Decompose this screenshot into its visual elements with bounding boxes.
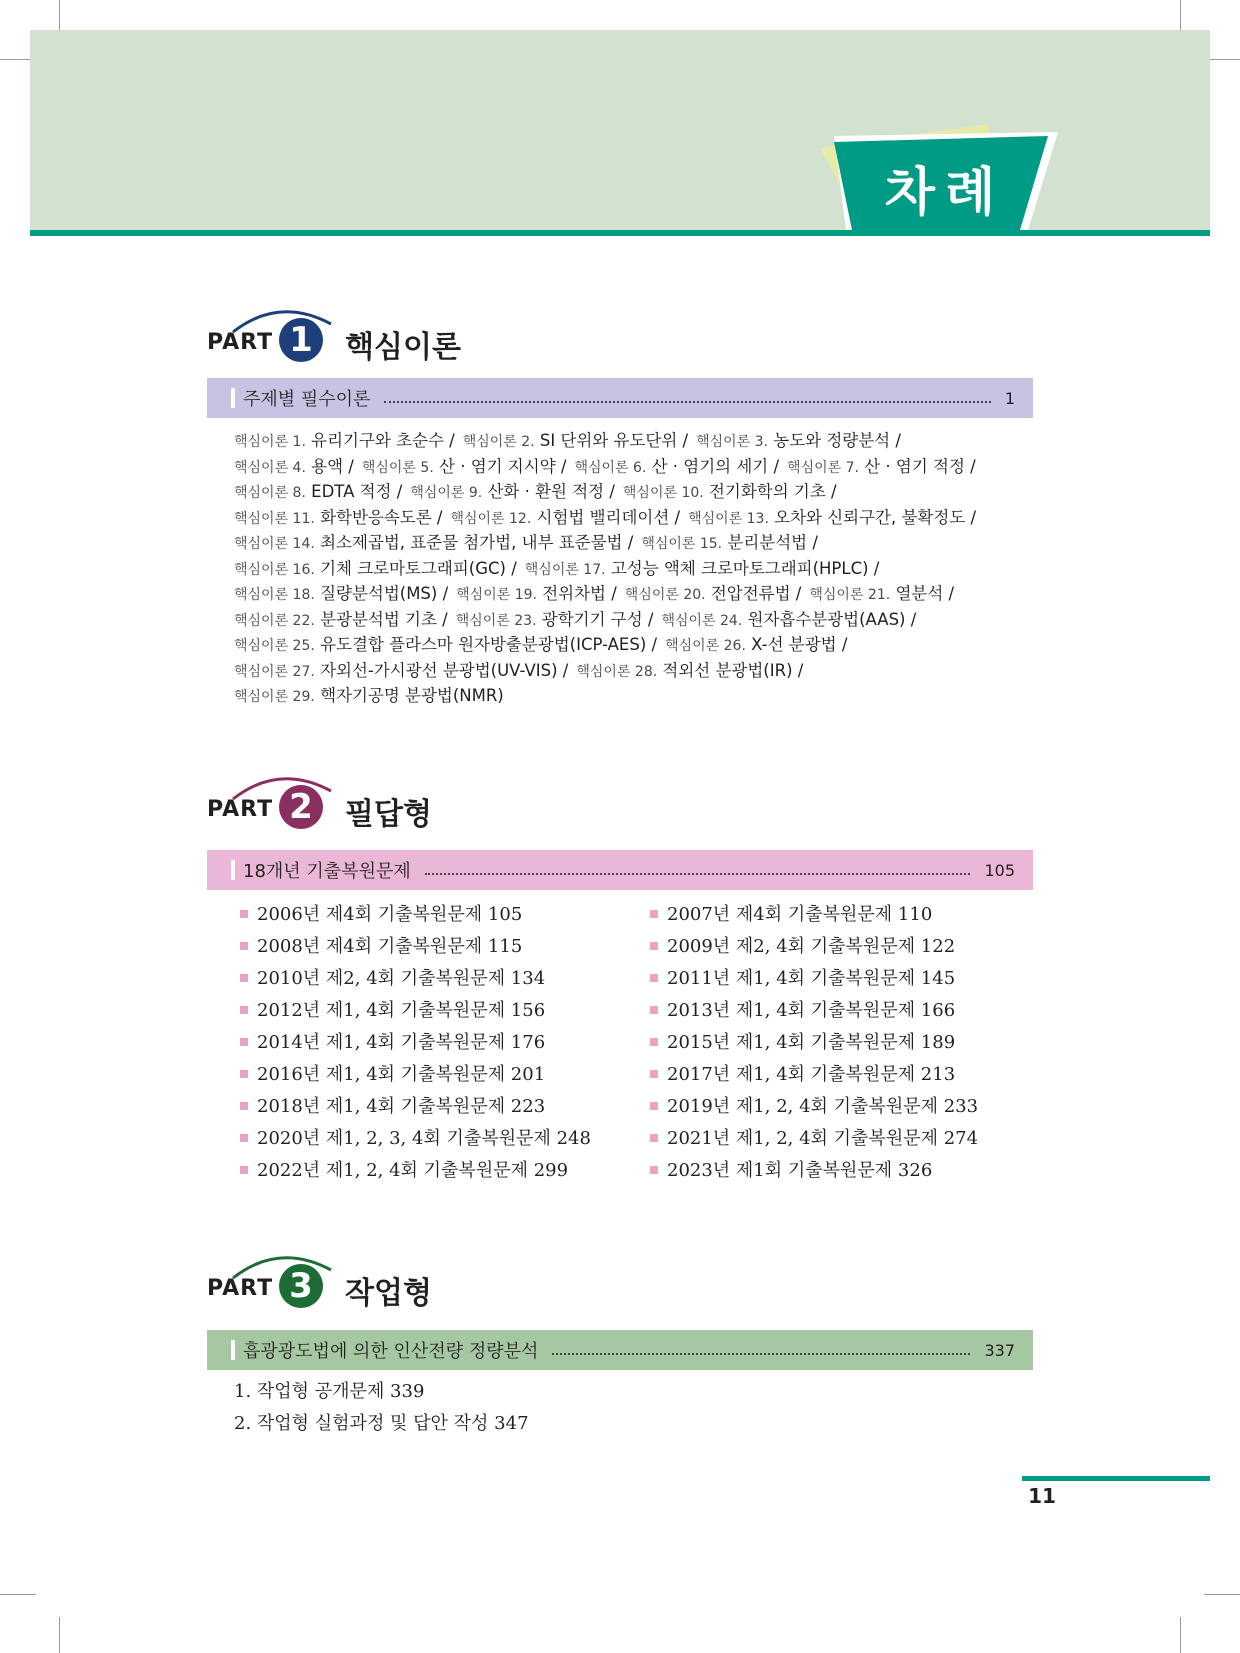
separator: / [343,456,354,476]
topic-link[interactable]: X-선 분광법 [751,635,837,654]
exam-link[interactable]: 2012년 제1, 4회 기출복원문제 156 [257,1000,546,1021]
square-bullet-icon [240,1038,248,1046]
bar-marker [231,1340,235,1360]
exam-link[interactable]: 2006년 제4회 기출복원문제 105 [257,904,523,925]
exam-link[interactable]: 2008년 제4회 기출복원문제 115 [257,936,523,957]
separator: / [807,533,818,552]
square-bullet-icon [240,942,248,950]
square-bullet-icon [240,1134,248,1142]
topic-line [234,632,1034,658]
part2-section-page: 105 [984,860,1015,880]
separator: / [905,609,917,629]
separator: / [642,609,654,629]
list-item[interactable] [650,931,1060,963]
topic-link[interactable]: 오차와 신뢰구간, 불확정도 [774,507,966,527]
topic-link[interactable]: 전압전류법 [710,584,791,603]
exam-link[interactable]: 2014년 제1, 4회 기출복원문제 176 [257,1032,546,1053]
topic-number: 핵심이론 15. [641,536,723,552]
list-item[interactable] [240,899,650,931]
separator: / [622,533,634,552]
dot-leader [552,1353,970,1355]
square-bullet-icon [650,910,658,918]
topic-number: 핵심이론 11. [234,510,315,527]
topic-link[interactable]: 산화 · 환원 적정 [487,482,605,501]
topic-number: 핵심이론 20. [624,587,706,603]
list-item[interactable] [240,963,650,995]
task-link[interactable]: 1. 작업형 공개문제 339 [234,1381,425,1402]
crop-mark [1204,1594,1240,1595]
topic-line [234,428,1034,454]
topic-link[interactable]: 핵자기공명 분광법(NMR) [320,686,504,705]
list-item[interactable] [240,1123,650,1155]
topic-link[interactable]: 산 · 염기 적정 [864,456,965,476]
topic-link[interactable]: 유도결합 플라스마 원자방출분광법(ICP-AES) [320,635,647,654]
crop-mark [0,1594,36,1595]
part2-section-bar[interactable] [207,850,1033,890]
topic-link[interactable]: 고성능 액체 크로마토그래피(HPLC) [610,558,869,578]
list-item[interactable] [650,1091,1060,1123]
part1-section-page: 1 [1004,388,1015,408]
topic-link[interactable]: 최소제곱법, 표준물 첨가법, 내부 표준물법 [320,533,623,552]
square-bullet-icon [650,1070,658,1078]
exam-link[interactable]: 2023년 제1회 기출복원문제 326 [667,1160,933,1181]
exam-link[interactable]: 2021년 제1, 2, 4회 기출복원문제 274 [667,1128,979,1149]
crop-mark [59,1617,60,1653]
exam-link[interactable]: 2016년 제1, 4회 기출복원문제 201 [257,1064,546,1085]
topic-number: 핵심이론 29. [234,689,315,705]
list-item[interactable] [240,1027,650,1059]
list-item[interactable] [240,1059,650,1091]
topic-number: 핵심이론 21. [809,587,891,603]
bar-marker [231,388,235,408]
square-bullet-icon [240,1166,248,1174]
topic-link[interactable]: 자외선-가시광선 분광법(UV-VIS) [320,660,558,680]
square-bullet-icon [650,942,658,950]
square-bullet-icon [650,1134,658,1142]
separator: / [677,431,689,450]
separator: / [825,482,837,501]
part1-topic-list [234,428,1034,709]
part2-label: PART [207,797,274,822]
topic-number: 핵심이론 9. [410,485,483,501]
list-item[interactable] [650,1155,1060,1187]
topic-link[interactable]: 산 · 염기 지시약 [439,456,556,476]
topic-number: 핵심이론 28. [576,663,658,680]
exam-link[interactable]: 2020년 제1, 2, 3, 4회 기출복원문제 248 [257,1128,591,1149]
square-bullet-icon [240,910,248,918]
topic-link[interactable]: 산 · 염기의 세기 [651,456,769,476]
exam-link[interactable]: 2019년 제1, 2, 4회 기출복원문제 233 [667,1096,979,1117]
list-item[interactable] [650,995,1060,1027]
part3-heading [205,1256,705,1316]
topic-number: 핵심이론 1. [234,434,306,450]
topic-number: 핵심이론 16. [234,561,315,578]
topic-number: 핵심이론 18. [234,587,315,603]
topic-number: 핵심이론 4. [234,459,306,476]
exam-link[interactable]: 2007년 제4회 기출복원문제 110 [667,904,933,925]
square-bullet-icon [650,1102,658,1110]
dot-leader [425,873,971,875]
list-item[interactable] [240,1155,650,1187]
part2-exam-list [240,899,1060,1187]
topic-number: 핵심이론 22. [234,612,315,629]
list-item[interactable] [650,1123,1060,1155]
separator: / [964,456,976,476]
topic-line [234,454,1034,480]
separator: / [792,660,804,680]
topic-line [234,607,1034,633]
topic-number: 핵심이론 5. [361,459,434,476]
square-bullet-icon [650,974,658,982]
list-item[interactable] [240,1091,650,1123]
topic-link[interactable]: 화학반응속도론 [320,507,432,527]
topic-link[interactable]: 전위차법 [542,584,606,603]
topic-line [234,530,1034,556]
separator: / [890,431,901,450]
part3-section-page: 337 [984,1340,1015,1360]
square-bullet-icon [240,974,248,982]
task-link[interactable]: 2. 작업형 실험과정 및 답안 작성 347 [234,1413,529,1434]
square-bullet-icon [240,1070,248,1078]
topic-number: 핵심이론 10. [622,485,704,501]
part3-task-list [234,1376,934,1440]
exam-link[interactable]: 2010년 제2, 4회 기출복원문제 134 [257,968,546,989]
topic-line [234,505,1034,531]
exam-link[interactable]: 2009년 제2, 4회 기출복원문제 122 [667,936,956,957]
topic-link[interactable]: 기체 크로마토그래피(GC) [320,558,506,578]
topic-link[interactable]: 적외선 분광법(IR) [662,660,793,680]
exam-link[interactable]: 2017년 제1, 4회 기출복원문제 213 [667,1064,956,1085]
topic-number: 핵심이론 6. [574,459,647,476]
part2-section-title: 18개년 기출복원문제 [243,861,411,882]
part1-section-title: 주제별 필수이론 [243,389,371,410]
part1-section-bar[interactable] [207,378,1033,418]
topic-link[interactable]: 원자흡수분광법(AAS) [747,609,906,629]
list-item[interactable] [650,1059,1060,1091]
separator: / [555,456,567,476]
topic-number: 핵심이론 23. [455,612,537,629]
separator: / [604,482,615,501]
topic-link[interactable]: 농도와 정량분석 [773,431,891,450]
separator: / [868,558,880,578]
topic-line [234,581,1034,607]
separator: / [768,456,780,476]
part1-heading [205,310,705,370]
crop-mark [1180,1617,1181,1653]
exam-link[interactable]: 2013년 제1, 4회 기출복원문제 166 [667,1000,956,1021]
square-bullet-icon [240,1006,248,1014]
separator: / [646,635,658,654]
part3-number-badge: 3 [279,1264,323,1308]
topic-link[interactable]: 유리기구와 초순수 [311,431,444,450]
topic-line [234,479,1034,505]
exam-link[interactable]: 2018년 제1, 4회 기출복원문제 223 [257,1096,546,1117]
separator: / [557,660,569,680]
topic-line [234,683,1034,709]
part3-section-title: 흡광광도법에 의한 인산전량 정량분석 [243,1341,539,1362]
square-bullet-icon [240,1102,248,1110]
topic-link[interactable]: SI 단위와 유도단위 [539,431,678,450]
list-item[interactable] [650,1027,1060,1059]
page-number: 11 [1028,1484,1056,1508]
separator: / [836,635,848,654]
topic-link[interactable]: 분광분석법 기초 [320,609,437,629]
topic-link[interactable]: 전기화학의 기초 [708,482,826,501]
dot-leader [384,401,990,403]
topic-line [234,556,1034,582]
topic-number: 핵심이론 19. [456,587,537,603]
topic-number: 핵심이론 17. [524,561,606,578]
list-item[interactable] [650,963,1060,995]
part3-title: 작업형 [345,1276,432,1311]
separator: / [505,558,517,578]
part2-heading [205,777,705,837]
topic-number: 핵심이론 24. [661,612,743,629]
list-item[interactable] [240,995,650,1027]
topic-link[interactable]: 분리분석법 [727,533,808,552]
list-item[interactable] [650,899,1060,931]
topic-number: 핵심이론 2. [462,434,535,450]
square-bullet-icon [650,1006,658,1014]
topic-line [234,658,1034,684]
topic-number: 핵심이론 13. [688,510,769,527]
part3-label: PART [207,1276,274,1301]
square-bullet-icon [650,1038,658,1046]
topic-number: 핵심이론 26. [665,638,746,654]
separator: / [790,584,802,603]
bar-marker [231,860,235,880]
topic-link[interactable]: 용액 [311,456,344,476]
page-title: 차례 [884,163,1006,223]
separator: / [431,507,443,527]
footer-rule [1022,1476,1210,1481]
square-bullet-icon [650,1166,658,1174]
topic-number: 핵심이론 27. [234,663,315,680]
part2-title: 필답형 [345,797,432,832]
exam-link[interactable]: 2015년 제1, 4회 기출복원문제 189 [667,1032,956,1053]
topic-number: 핵심이론 8. [234,485,306,501]
separator: / [943,584,955,603]
separator: / [965,507,977,527]
topic-number: 핵심이론 3. [696,434,769,450]
topic-number: 핵심이론 12. [450,510,532,527]
topic-link[interactable]: 질량분석법(MS) [320,584,438,603]
part2-number-badge: 2 [279,785,323,829]
topic-number: 핵심이론 7. [787,459,859,476]
part3-section-bar[interactable] [207,1330,1033,1370]
topic-number: 핵심이론 14. [234,536,315,552]
exam-link[interactable]: 2011년 제1, 4회 기출복원문제 145 [667,968,956,989]
topic-link[interactable]: EDTA 적정 [311,482,392,501]
separator: / [443,431,455,450]
topic-link[interactable]: 시험법 밸리데이션 [536,507,670,527]
separator: / [669,507,681,527]
exam-link[interactable]: 2022년 제1, 2, 4회 기출복원문제 299 [257,1160,569,1181]
topic-link[interactable]: 열분석 [895,584,944,603]
topic-number: 핵심이론 25. [234,638,315,654]
list-item[interactable] [240,931,650,963]
separator: / [605,584,617,603]
part1-title: 핵심이론 [345,330,461,365]
separator: / [436,609,448,629]
topic-link[interactable]: 광학기기 구성 [541,609,643,629]
part1-label: PART [207,330,274,355]
separator: / [437,584,449,603]
part1-number-badge: 1 [279,318,323,362]
separator: / [391,482,403,501]
